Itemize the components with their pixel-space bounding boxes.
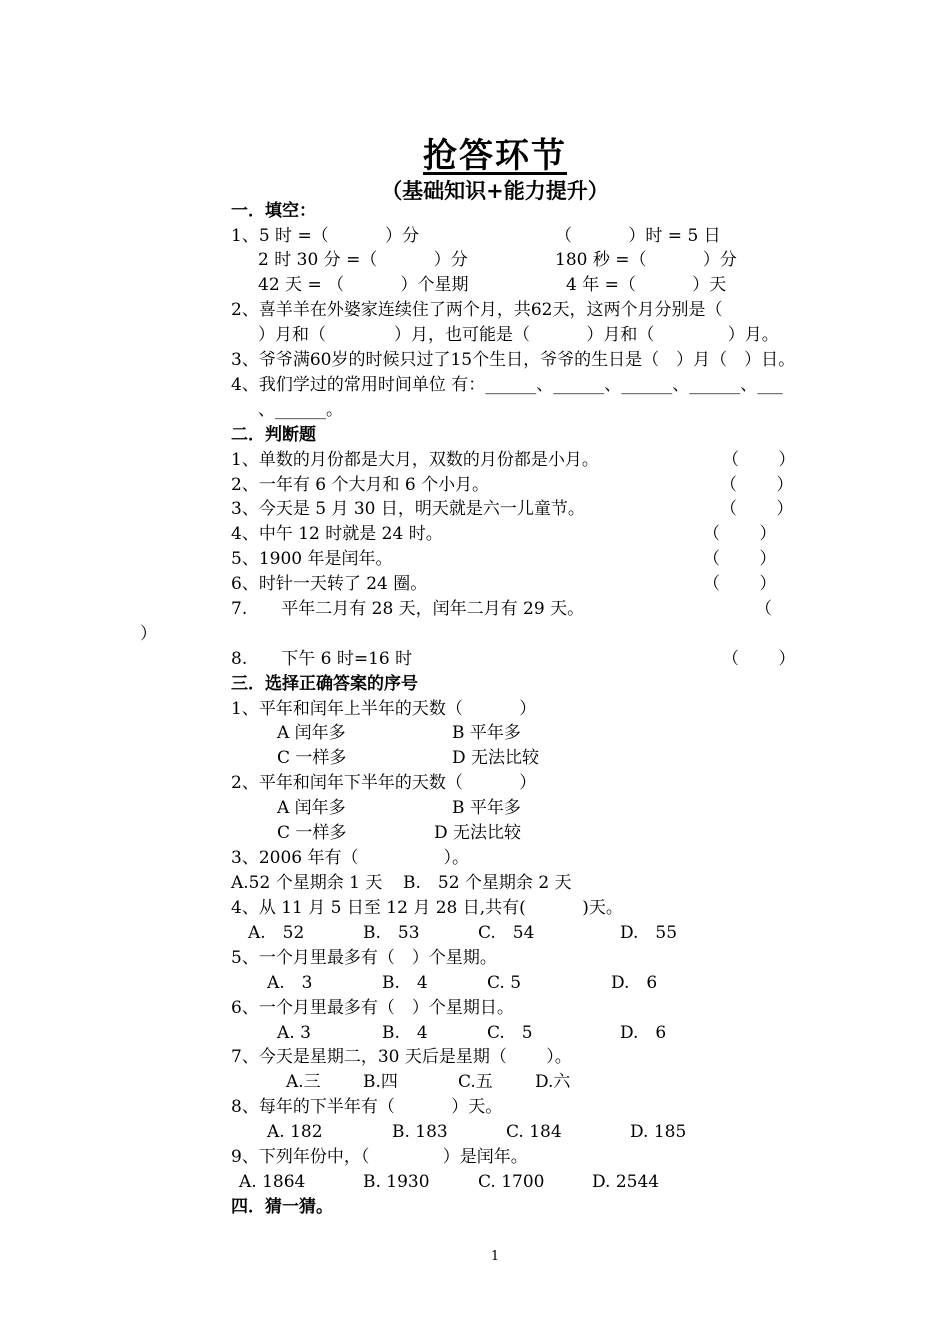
true-false-item: 4、中午 12 时就是 24 时。 <box>231 524 443 544</box>
choice-option: B 平年多 <box>452 723 521 743</box>
choice-option: B 平年多 <box>452 798 521 818</box>
answer-parentheses: （ ） <box>703 549 777 569</box>
true-false-item: 7. 平年二月有 28 天，闰年二月有 29 天。 <box>231 599 585 619</box>
choice-question: 5、一个月里最多有（ ）个星期。 <box>231 948 497 968</box>
choice-option: C 一样多 <box>277 748 347 768</box>
fill-blank-line: 1、5 时 =（ ）分 <box>231 226 420 246</box>
choice-option: D 无法比较 <box>434 823 522 843</box>
choice-option: D. 6 <box>620 1023 667 1043</box>
choice-option: D.六 <box>535 1072 571 1092</box>
fill-blank-line: 4 年 =（ ）天 <box>566 275 727 295</box>
choice-option: B. 4 <box>382 1023 428 1043</box>
fill-blank-line: ）月和（ ）月，也可能是（ ）月和（ ）月。 <box>258 325 779 345</box>
choice-option: C.五 <box>458 1072 493 1092</box>
choice-option: B. 53 <box>363 923 420 943</box>
choice-option: D 无法比较 <box>452 748 540 768</box>
choice-question: 8、每年的下半年有（ ）天。 <box>231 1097 503 1117</box>
true-false-item: 3、今天是 5 月 30 日，明天就是六一儿童节。 <box>231 499 585 519</box>
answer-parentheses-wrap: ） <box>140 624 157 644</box>
choice-option: C. 5 <box>487 1023 533 1043</box>
choice-option: A. 3 <box>267 973 313 993</box>
choice-option: C 一样多 <box>277 823 347 843</box>
choice-question: 6、一个月里最多有（ ）个星期日。 <box>231 998 514 1018</box>
true-false-item: 6、时针一天转了 24 圈。 <box>231 574 428 594</box>
choice-option: A. 3 <box>277 1023 311 1043</box>
choice-option: C. 54 <box>478 923 535 943</box>
fill-blank-line: 、______。 <box>258 400 343 420</box>
answer-parentheses: （ ） <box>703 524 777 544</box>
choice-option: A. 1864 <box>239 1172 306 1192</box>
choice-question: 7、今天是星期二，30 天后是星期（ ）。 <box>231 1047 572 1067</box>
answer-parentheses: （ ） <box>720 499 794 519</box>
answer-parentheses: （ ） <box>722 450 796 470</box>
choice-option: B. 183 <box>392 1122 448 1142</box>
page-subtitle: （基础知识+能力提升） <box>381 178 609 203</box>
answer-parentheses: （ ） <box>720 475 794 495</box>
fill-blank-line: 180 秒 =（ ）分 <box>555 250 737 270</box>
choice-question: 4、从 11 月 5 日至 12 月 28 日,共有( )天。 <box>231 898 623 918</box>
answer-parentheses: （ ） <box>722 649 796 669</box>
section-heading-fill-blank: 一．填空： <box>231 201 316 221</box>
choice-option: B.四 <box>363 1072 398 1092</box>
choice-question: 2、平年和闰年下半年的天数（ ） <box>231 773 537 793</box>
section-heading-true-false: 二．判断题 <box>231 425 316 445</box>
choice-option: A 闰年多 <box>277 798 346 818</box>
answer-parentheses: （ <box>755 599 772 619</box>
choice-option: D. 55 <box>620 923 678 943</box>
choice-option: C. 5 <box>487 973 522 993</box>
choice-option: C. 1700 <box>478 1172 545 1192</box>
choice-option: A.52 个星期余 1 天 <box>231 873 383 893</box>
choice-option: A.三 <box>286 1072 321 1092</box>
choice-option: B. 52 个星期余 2 天 <box>403 873 572 893</box>
choice-option: D. 185 <box>630 1122 687 1142</box>
fill-blank-line: 2、喜羊羊在外婆家连续住了两个月，共62天，这两个月分别是（ <box>231 300 723 320</box>
section-heading-guess: 四．猜一猜。 <box>231 1197 333 1217</box>
choice-option: A. 182 <box>267 1122 323 1142</box>
section-heading-multiple-choice: 三．选择正确答案的序号 <box>231 674 418 694</box>
choice-option: C. 184 <box>506 1122 562 1142</box>
true-false-item: 8. 下午 6 时=16 时 <box>231 649 413 669</box>
choice-question: 3、2006 年有（ ）。 <box>231 848 469 868</box>
fill-blank-line: （ ）时 = 5 日 <box>555 226 721 246</box>
choice-option: A. 52 <box>248 923 305 943</box>
true-false-item: 2、一年有 6 个大月和 6 个小月。 <box>231 475 490 495</box>
fill-blank-line: 42 天 = （ ）个星期 <box>258 275 469 295</box>
choice-question: 9、下列年份中，（ ）是闰年。 <box>231 1147 528 1167</box>
choice-option: B. 1930 <box>363 1172 430 1192</box>
page-title: 抢答环节 <box>423 136 567 176</box>
choice-option: A 闰年多 <box>277 723 346 743</box>
choice-option: B. 4 <box>382 973 428 993</box>
fill-blank-line: 4、我们学过的常用时间单位 有：______、______、______、______、___ <box>231 375 783 395</box>
fill-blank-line: 2 时 30 分 =（ ）分 <box>258 250 468 270</box>
choice-option: D. 2544 <box>592 1172 660 1192</box>
choice-option: D. 6 <box>611 973 658 993</box>
page-number: 1 <box>490 1249 500 1264</box>
fill-blank-line: 3、爷爷满60岁的时候只过了15个生日，爷爷的生日是（ ）月（ ）日。 <box>231 350 796 370</box>
true-false-item: 5、1900 年是闰年。 <box>231 549 393 569</box>
answer-parentheses: （ ） <box>703 574 777 594</box>
true-false-item: 1、单数的月份都是大月，双数的月份都是小月。 <box>231 450 599 470</box>
choice-question: 1、平年和闰年上半年的天数（ ） <box>231 699 537 719</box>
